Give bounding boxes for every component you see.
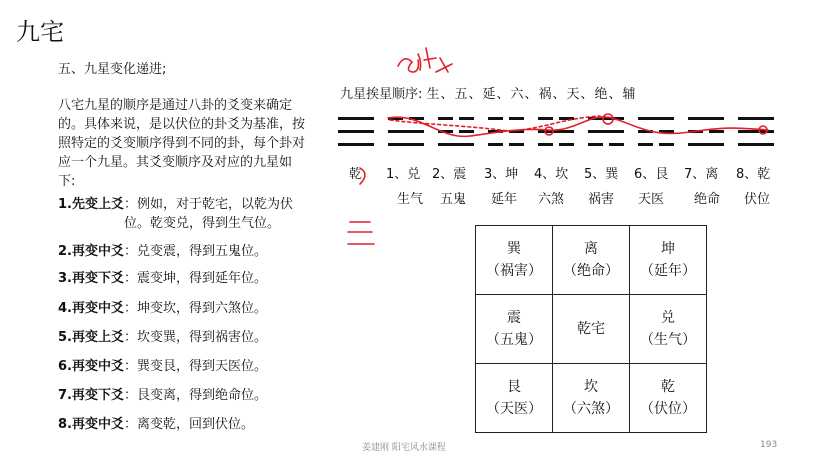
step-6-body: ：巽变艮，得到天医位。	[123, 359, 267, 374]
yin-line	[459, 117, 474, 120]
gua-star: （延年）	[640, 263, 696, 279]
grid-cell-zhen	[476, 295, 553, 364]
yang-line	[588, 117, 624, 120]
gua-star: （六煞）	[563, 401, 619, 417]
gua-name: 乾	[661, 379, 675, 395]
page-number: 193	[760, 440, 778, 450]
yang-line	[338, 130, 374, 133]
yang-line	[338, 143, 374, 146]
gua-star: （生气）	[640, 332, 696, 348]
yin-line	[559, 143, 574, 146]
trigram-label-5: 5、巽	[584, 167, 619, 182]
star-label-4: 六煞	[538, 192, 565, 207]
intro-paragraph: 八宅九星的顺序是通过八卦的爻变来确定的。具体来说，是以伏位的卦爻为基准，按照特定的爻变顺序得到不同的卦，每个卦对应一个九星。其爻变顺序及对应的九星如下:	[58, 98, 306, 189]
trigram-label-3: 3、坤	[484, 167, 519, 182]
yang-line	[738, 117, 774, 120]
gua-name: 震	[507, 310, 521, 326]
yin-line	[559, 117, 574, 120]
yin-line	[638, 143, 653, 146]
yang-line	[738, 130, 774, 133]
yin-line	[609, 143, 624, 146]
gua-name: 坎	[584, 379, 598, 395]
step-2-body: ：兑变震，得到五鬼位。	[123, 244, 267, 259]
yang-line	[638, 117, 674, 120]
step-5-body: ：坎变巽，得到祸害位。	[123, 330, 267, 345]
gua-star: （祸害）	[486, 263, 542, 279]
grid-cell-gen	[476, 364, 553, 433]
step-4-body: ：坤变坎，得到六煞位。	[123, 301, 267, 316]
yang-line	[388, 130, 424, 133]
grid-cell-kun	[630, 226, 707, 295]
yin-line	[659, 143, 674, 146]
trigram-label-8: 8、乾	[736, 167, 771, 182]
step-7-body: ：艮变离，得到绝命位。	[123, 388, 267, 403]
trigram-label-6: 6、艮	[634, 167, 669, 182]
grid-cell-xun	[476, 226, 553, 295]
gua-star: （天医）	[486, 401, 542, 417]
gua-name: 兑	[661, 310, 675, 326]
yin-line	[509, 130, 524, 133]
gua-name: 艮	[507, 379, 521, 395]
grid-cell-dui	[630, 295, 707, 364]
gua-name: 坤	[661, 241, 675, 257]
step-4-head: 4.再变中爻	[58, 301, 124, 316]
grid-row	[476, 226, 707, 295]
star-order-values: 生、五、延、六、祸、天、绝、辅	[426, 87, 637, 102]
star-label-5: 祸害	[588, 192, 615, 207]
star-label-1: 生气	[397, 192, 424, 207]
yin-line	[709, 130, 724, 133]
yin-line	[409, 117, 424, 120]
gua-name: 离	[584, 241, 598, 257]
nine-palace-grid	[475, 225, 707, 433]
trigram-label-0: 乾	[349, 167, 363, 182]
grid-cell-center	[553, 295, 630, 364]
star-label-3: 延年	[491, 192, 518, 207]
yin-line	[538, 117, 553, 120]
yang-line	[438, 143, 474, 146]
yin-line	[509, 143, 524, 146]
trigram-label-7: 7、离	[684, 167, 719, 182]
yang-line	[688, 143, 724, 146]
yang-line	[388, 143, 424, 146]
yin-line	[538, 143, 553, 146]
yin-line	[688, 130, 703, 133]
step-6-head: 6.再变中爻	[58, 359, 124, 374]
grid-cell-kan	[553, 364, 630, 433]
star-label-7: 绝命	[694, 192, 721, 207]
grid-row	[476, 364, 707, 433]
gua-star: （伏位）	[640, 401, 696, 417]
gua-star: （绝命）	[563, 263, 619, 279]
yin-line	[588, 143, 603, 146]
step-8-head: 8.再变中爻	[58, 417, 124, 432]
yang-line	[738, 143, 774, 146]
grid-row	[476, 295, 707, 364]
star-label-6: 天医	[638, 192, 665, 207]
grid-cell-qian	[630, 364, 707, 433]
yang-line	[338, 117, 374, 120]
yin-line	[438, 130, 453, 133]
star-label-2: 五鬼	[440, 192, 467, 207]
yang-line	[588, 130, 624, 133]
step-8-body: ：离变乾，回到伏位。	[123, 417, 254, 432]
gua-name: 乾宅	[577, 321, 605, 337]
trigram-label-1: 1、兑	[386, 167, 421, 182]
step-3-head: 3.再变下爻	[58, 271, 124, 286]
yin-line	[388, 117, 403, 120]
step-3-body: ：震变坤，得到延年位。	[123, 271, 267, 286]
yin-line	[459, 130, 474, 133]
yin-line	[488, 130, 503, 133]
yin-line	[659, 130, 674, 133]
yin-line	[638, 130, 653, 133]
trigram-label-2: 2、震	[432, 167, 467, 182]
trigram-label-4: 4、坎	[534, 167, 569, 182]
yang-line	[688, 117, 724, 120]
step-1-body: ：例如，对于乾宅，以乾为伏位。乾变兑，得到生气位。	[123, 197, 293, 231]
yang-line	[538, 130, 574, 133]
step-2-head: 2.再变中爻	[58, 244, 124, 259]
step-1-head: 1.先变上爻	[58, 197, 124, 212]
yin-line	[509, 117, 524, 120]
page-title: 九宅	[16, 18, 64, 46]
footer-text: 姜建刚 阳宅风水课程	[362, 443, 446, 453]
section-subtitle: 五、九星变化递进;	[58, 62, 167, 77]
star-order-label: 九星挨星顺序:	[340, 87, 423, 102]
step-7-head: 7.再变下爻	[58, 388, 124, 403]
grid-cell-li	[553, 226, 630, 295]
step-5-head: 5.再变上爻	[58, 330, 124, 345]
star-label-8: 伏位	[744, 192, 771, 207]
gua-star: （五鬼）	[486, 332, 542, 348]
yin-line	[438, 117, 453, 120]
yin-line	[488, 117, 503, 120]
yin-line	[488, 143, 503, 146]
gua-name: 巽	[507, 241, 521, 257]
